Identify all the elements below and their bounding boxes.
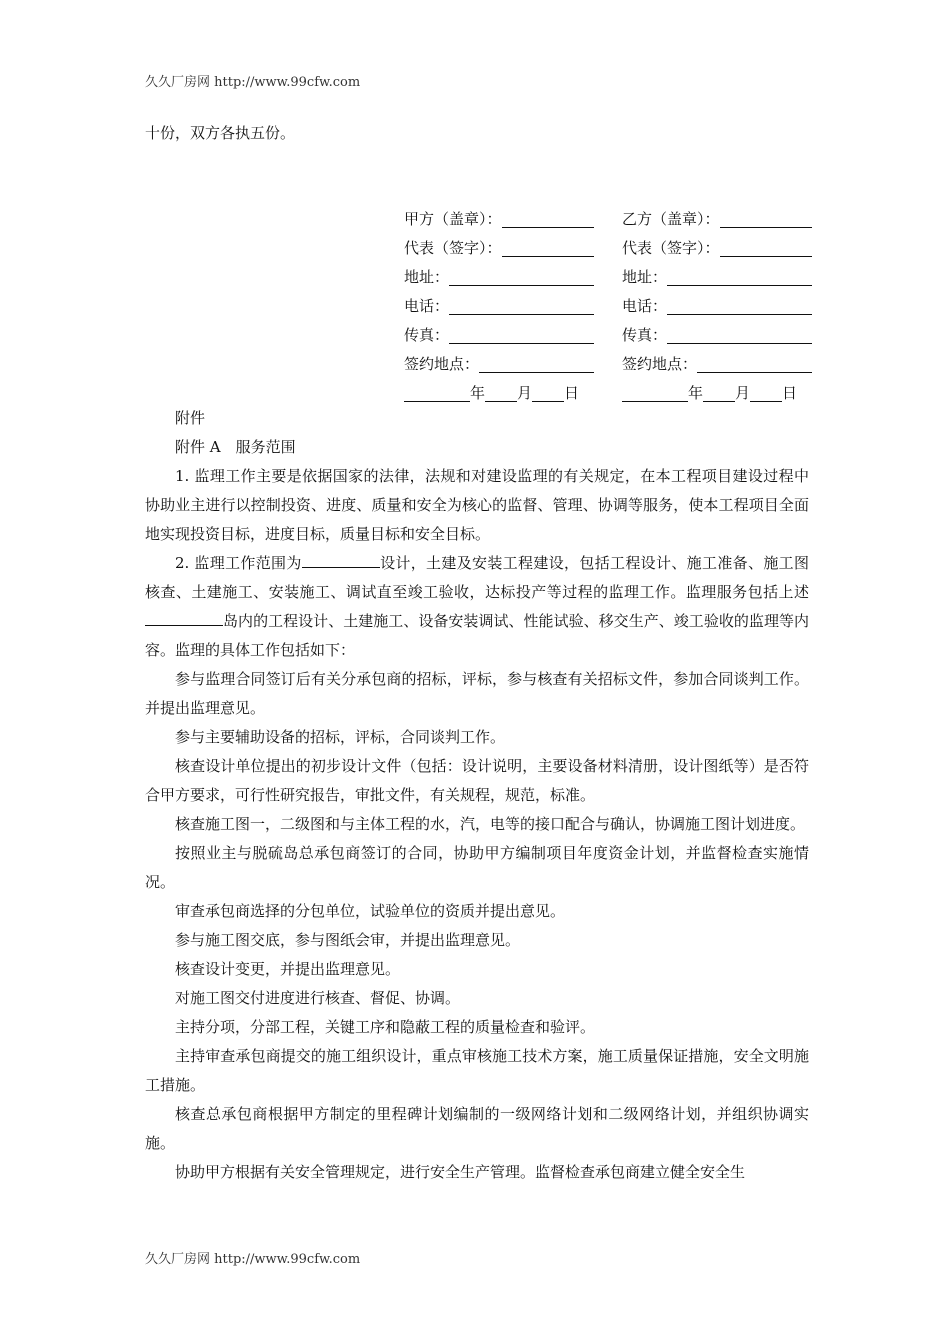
paragraph: 核查施工图一，二级图和与主体工程的水，汽，电等的接口配合与确认，协调施工图计划进度。 [175,815,806,833]
item2-part-b: 设计，土建及安装工程建设，包括工程设计、施工准备、施工图核查、土建施工、安装施工、调试直至竣工验收，达标投产等过程的监理工作。监理服务包括上述 [145,554,809,601]
party-a-signature-block [404,205,594,408]
party-b-day-blank [750,383,782,402]
day-label: 日 [564,384,580,402]
party-a-rep-blank [502,238,594,257]
paragraph: 按照业主与脱硫岛总承包商签订的合同，协助甲方编制项目年度资金计划，并监督检查实施情况。 [145,844,809,891]
paragraph: 核查总承包商根据甲方制定的里程碑计划编制的一级网络计划和二级网络计划，并组织协调实施。 [145,1105,809,1152]
party-b-seal-label: 乙方（盖章）： [622,210,720,228]
party-a-seal-blank [502,209,594,228]
paragraph: 参与主要辅助设备的招标，评标，合同谈判工作。 [175,728,506,746]
day-label: 日 [782,384,798,402]
paragraph: 参与施工图交底，参与图纸会审，并提出监理意见。 [175,931,521,949]
appendix-item-2 [145,549,809,665]
island-name-blank [145,609,223,626]
party-a-seal-label: 甲方（盖章）： [404,210,502,228]
party-b-place-blank [697,354,812,373]
party-b-rep-blank [720,238,812,257]
party-b-month-blank [703,383,735,402]
paragraph: 审查承包商选择的分包单位，试验单位的资质并提出意见。 [175,902,566,920]
lead-text: 十份，双方各执五份。 [145,124,296,142]
item2-part-c: 岛内的工程设计、土建施工、设备安装调试、性能试验、移交生产、竣工验收的监理等内容。监理的具体工作包括如下： [145,612,809,659]
paragraph: 对施工图交付进度进行核查、督促、协调。 [175,989,461,1007]
month-label: 月 [517,384,533,402]
party-b-fax-blank [667,325,812,344]
party-a-month-blank [485,383,517,402]
paragraph: 主持分项，分部工程，关键工序和隐蔽工程的质量检查和验评。 [175,1018,596,1036]
year-label: 年 [470,384,486,402]
party-b-year-blank [622,383,688,402]
party-a-fax-label: 传真： [404,326,450,344]
party-a-phone-label: 电话： [404,297,450,315]
party-b-signature-block [622,205,812,408]
party-b-phone-label: 电话： [622,297,668,315]
appendix-subtitle: 附件 A 服务范围 [175,438,296,456]
party-a-address-blank [449,267,594,286]
party-a-day-blank [532,383,564,402]
project-name-blank [302,551,380,568]
paragraph: 核查设计变更，并提出监理意见。 [175,960,401,978]
paragraph: 核查设计单位提出的初步设计文件（包括：设计说明，主要设备材料清册，设计图纸等）是否符合甲方要求，可行性研究报告，审批文件，有关规程，规范，标准。 [145,757,809,804]
year-label: 年 [688,384,704,402]
appendix-item-1: 1. 监理工作主要是依据国家的法律，法规和对建设监理的有关规定，在本工程项目建设过程中协助业主进行以控制投资、进度、质量和安全为核心的监督、管理、协调等服务，使本工程项目全面地实现投资目标，进度目标，质量目标和安全目标。 [145,467,809,543]
party-a-place-blank [479,354,594,373]
party-a-place-label: 签约地点： [404,355,480,373]
party-b-rep-label: 代表（签字）： [622,239,720,257]
item2-part-a: 2. 监理工作范围为 [175,554,302,572]
page-header: 久久厂房网 http://www.99cfw.com [145,75,361,90]
party-b-phone-blank [667,296,812,315]
appendix-body [145,404,809,1187]
party-a-fax-blank [449,325,594,344]
page-footer: 久久厂房网 http://www.99cfw.com [145,1252,361,1267]
paragraph: 参与监理合同签订后有关分承包商的招标，评标，参与核查有关招标文件，参加合同谈判工作。并提出监理意见。 [145,670,809,717]
party-a-phone-blank [449,296,594,315]
paragraph: 主持审查承包商提交的施工组织设计，重点审核施工技术方案，施工质量保证措施，安全文明施工措施。 [145,1047,809,1094]
party-a-year-blank [404,383,470,402]
party-b-address-label: 地址： [622,268,668,286]
party-b-fax-label: 传真： [622,326,668,344]
party-a-address-label: 地址： [404,268,450,286]
paragraph: 协助甲方根据有关安全管理规定，进行安全生产管理。监督检查承包商建立健全安全生 [175,1163,746,1181]
party-b-seal-blank [720,209,812,228]
party-a-rep-label: 代表（签字）： [404,239,502,257]
party-b-address-blank [667,267,812,286]
appendix-title: 附件 [175,409,206,427]
party-b-place-label: 签约地点： [622,355,698,373]
month-label: 月 [735,384,751,402]
